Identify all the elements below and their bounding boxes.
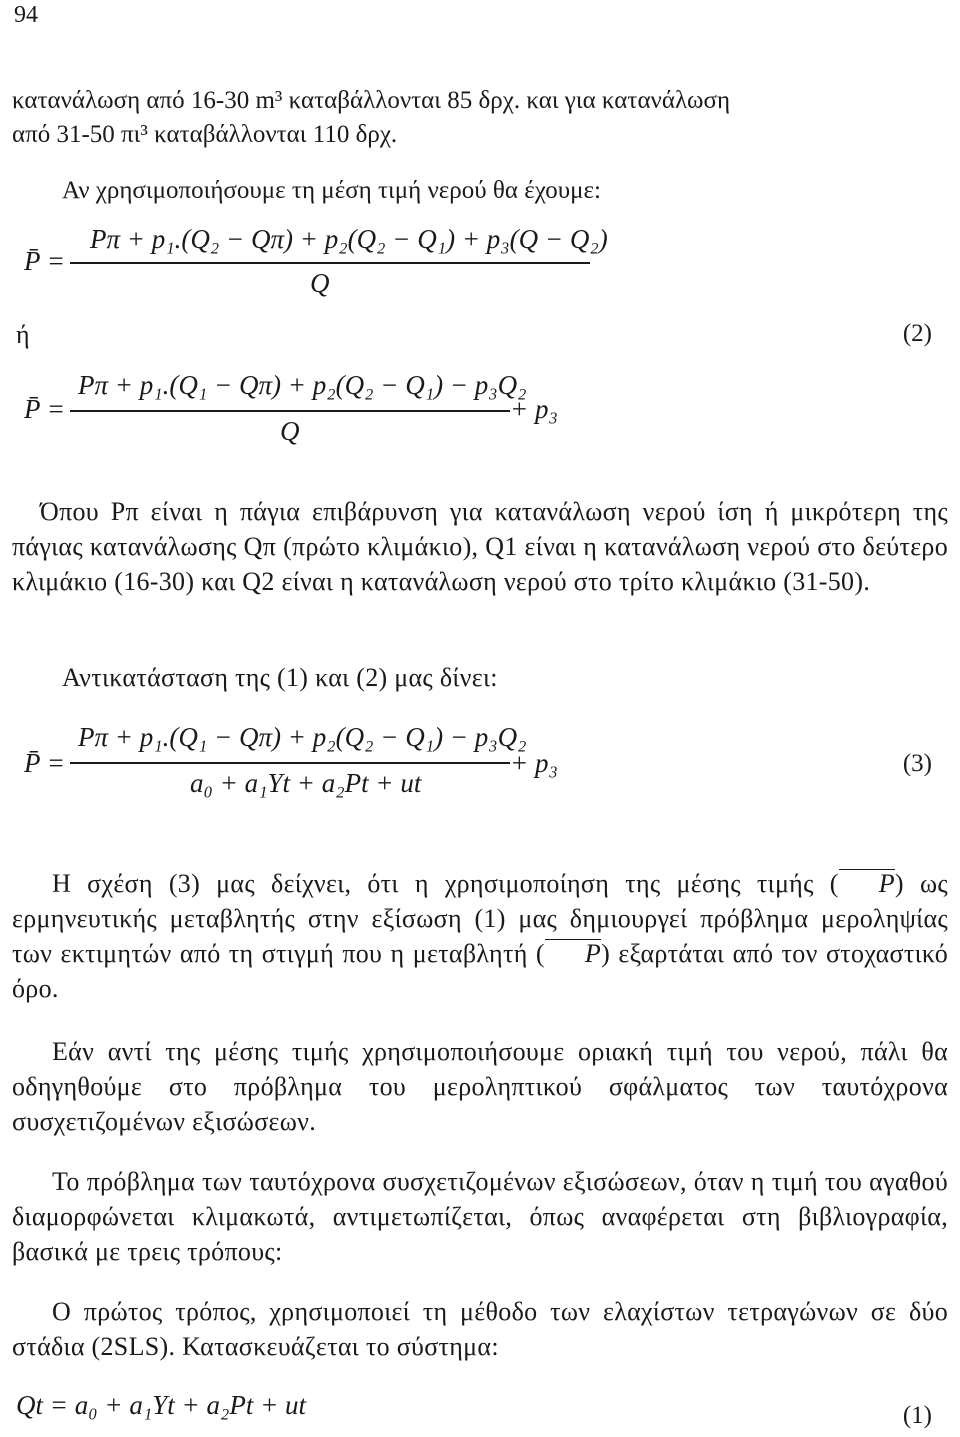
relation-text-1: Η σχέση (3) μας δείχνει, ότι η χρησιμοποίηση της μέσης τιμής (	[52, 869, 839, 898]
eq-c-fraction-bar	[70, 762, 510, 764]
eq-b-fraction-bar	[70, 410, 510, 412]
eq-a-lhs: P̄ =	[24, 246, 65, 276]
eq-d-expression: Qt = a₀ + a₁Yt + a₂Pt + ut	[16, 1390, 307, 1420]
paragraph-problem: Το πρόβλημα των ταυτόχρονα συσχετιζομένων εξισώσεων, όταν η τιμή του αγαθού διαμορφώνεται κλιμακωτά, αντιμετωπίζεται, όπως αναφέρεται στη βιβλιογραφία, βασικά με τρεις τρόπους:	[12, 1167, 948, 1266]
mean-price-symbol-2: P	[545, 939, 601, 967]
intro-line-3: Αν χρησιμοποιήσουμε τη μέση τιμή νερού θα έχουμε:	[62, 177, 602, 204]
eq-b-denominator: Q	[280, 416, 300, 446]
eq-b-number: (2)	[902, 320, 932, 347]
paragraph-relation	[12, 866, 948, 1006]
page-number: 94	[14, 2, 38, 28]
eq-b-lhs: P̄ =	[24, 394, 65, 424]
eq-c-numerator: Pπ + p₁.(Q₁ − Qπ) + p₂(Q₂ − Q₁) − p₃Q₂	[78, 722, 527, 752]
relation-text-3: ) εξαρτάται από τον στοχαστικό όρο.	[12, 939, 949, 1003]
paragraph-first-way: Ο πρώτος τρόπος, χρησιμοποιεί τη μέθοδο των ελαχίστων τετραγώνων σε δύο στάδια (2SLS). Κατασκευάζεται το σύστημα:	[12, 1297, 948, 1361]
paragraph-substitution: Αντικατάσταση της (1) και (2) μας δίνει:	[62, 663, 498, 692]
eq-b-tail: + p₃	[510, 394, 558, 424]
mean-price-symbol: P	[839, 869, 895, 897]
eq-b-numerator: Pπ + p₁.(Q₁ − Qπ) + p₂(Q₂ − Q₁) − p₃Q₂	[78, 370, 527, 400]
eq-c-number: (3)	[902, 750, 932, 777]
eq-a-denominator: Q	[310, 268, 330, 298]
eq-a-numerator: Pπ + p₁.(Q₂ − Qπ) + p₂(Q₂ − Q₁) + p₃(Q − Q₂)	[90, 224, 608, 254]
eq-c-tail: + p₃	[510, 748, 558, 778]
eq-d-number: (1)	[902, 1402, 932, 1429]
paragraph-marginal-price: Εάν αντί της μέσης τιμής χρησιμοποιήσουμε οριακή τιμή του νερού, πάλι θα οδηγηθούμε στο πρόβλημα του μεροληπτικού σφάλματος των ταυτόχρονα συσχετιζομένων εξισώσεων.	[12, 1037, 948, 1136]
eq-a-fraction-bar	[70, 262, 590, 264]
eq-c-lhs: P̄ =	[24, 748, 65, 778]
eq-c-denominator: a₀ + a₁Yt + a₂Pt + ut	[190, 768, 422, 798]
or-word: ή	[16, 320, 30, 349]
relation-text-2: ) ως ερμηνευτικής μεταβλητής στην εξίσωση (1) μας δημιουργεί πρόβλημα μεροληψίας των εκτιμητών από τη στιγμή που η μεταβλητή (	[12, 869, 948, 968]
intro-line-2: από 31-50 πι³ καταβάλλονται 110 δρχ.	[12, 121, 398, 148]
paragraph-where: Όπου Pπ είναι η πάγια επιβάρυνση για κατανάλωση νερού ίση ή μικρότερη της πάγιας κατανάλωσης Qπ (πρώτο κλιμάκιο), Q1 είναι η κατανάλωση νερού στο δεύτερο κλιμάκιο (16-30) και Q2 είναι η κατανάλωση νερού στο τρίτο κλιμάκιο (31-50).	[12, 497, 948, 596]
intro-line-1: κατανάλωση από 16-30 m³ καταβάλλονται 85 δρχ. και για κατανάλωση	[12, 87, 731, 114]
